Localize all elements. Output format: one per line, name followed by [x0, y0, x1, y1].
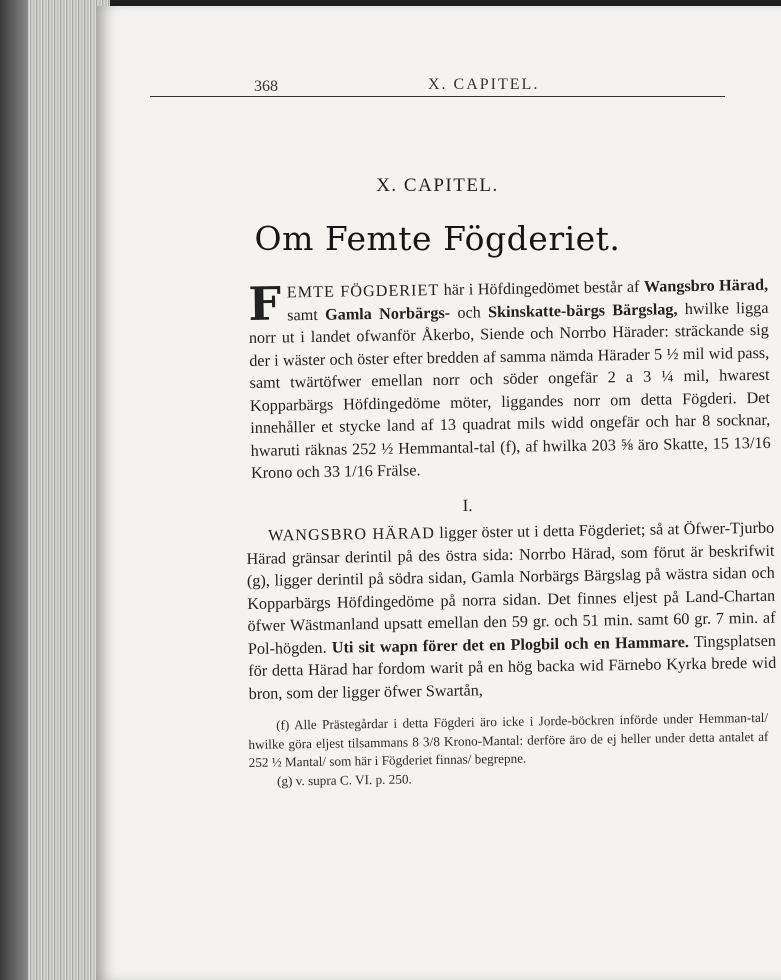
book-spine — [0, 0, 28, 980]
dropcap-letter: F — [247, 276, 282, 331]
text-segment: ligger öster ut i detta Fögderiet; så at Öfwer-Tjurbo Härad gränsar derintil på des östra sida: Norrbo Härad, som förut är beskrifwit (g), ligger derintil på södra sidan, Gamla Norbärgs Bärgslag på wästra sidan och Kopparbärgs Höfdingedöme på norra sidan. Det finnes eljest på Land-Chartan öfwer Wästmanland upsatt emellan den 59 gr. och 51 min. samt 60 gr. 7 min. af Pol-högden. — [246, 518, 776, 658]
text-segment: Tingsplatsen för detta Härad har fordom warit på en hög backa wid Färnebo Kyrka brede wid bron, som der ligger öfwer Swartån, — [248, 631, 777, 703]
text-segment: och — [449, 302, 489, 322]
chapter-title: X. CAPITEL. — [376, 175, 499, 196]
paragraph-lead: WANGSBRO HÄRAD — [268, 524, 436, 545]
page-content — [150, 70, 777, 791]
section-numeral: I. — [462, 495, 473, 515]
paragraph-femte-fogderiet — [248, 274, 771, 485]
footnote-g: (g) v. supra C. VI. p. 250. — [276, 770, 412, 789]
bold-segment: Wangsbro Härad, — [643, 275, 769, 296]
bold-segment: Gamla Norbärgs- — [324, 303, 451, 324]
paragraph-lead: EMTE FÖGDERIET — [286, 280, 440, 302]
section-title: Om Femte Fögderiet. — [254, 219, 621, 258]
page-number: 368 — [254, 78, 278, 95]
text-segment: hwilke ligga norr ut i landet ofwanför Åkerbo, Siende och Norrbo Härader: sträckande sig der i wäster och öster efter bredden af samma nämda Härader 5 ½ mil wid pass, samt twärtöfwer emellan norr och söder ongefär 2 a 3 ¼ mil, hwarest Kopparbärgs Höfdingedöme möter, liggandes norr om detta Fögderi. Det innehåller et stycke land af 13 quadrat mils widd ongefär och har 8 socknar, hwaruti räknas 252 ½ Hemmantal-tal (f), af hwilka 203 ⅝ äro Skatte, 15 13/16 Krono och 33 1/16 Frälse. — [248, 298, 771, 482]
bold-segment: Skinskatte-bärgs Bärgslag, — [487, 299, 678, 321]
bold-segment: Uti sit wapn förer det en Plogbil och en Hammare. — [331, 632, 690, 657]
running-head: X. CAPITEL. — [428, 76, 540, 93]
footnotes — [248, 709, 769, 791]
text-segment: samt — [287, 305, 326, 324]
footnote-f: (f) Alle Prästegårdar i detta Fögderi äro icke i Jorde-böckren införde under Hemman-tal/ hwilke göra eljest tilsammans 8 3/8 Krono-Mantal: derföre äro de ej heller under detta antalet af 252 ½ Mantal/ som här i Fögderiet finnas/ begrepne. — [248, 709, 769, 770]
paragraph-wangsbro-harad — [246, 517, 777, 705]
page-header — [150, 70, 725, 97]
text-segment: här i Höfdingedömet består af — [439, 277, 645, 299]
